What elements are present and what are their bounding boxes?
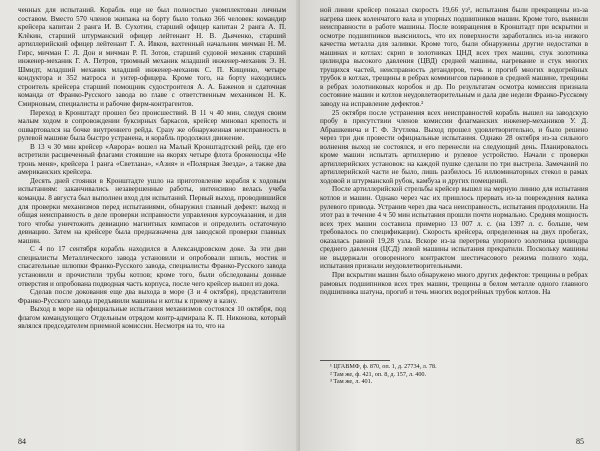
paragraph: После артиллерийской стрельбы крейсер вышел на мерную линию для испытания котлов и машин. Однако через час их пришлось прервать из-за повреждения валика рулевого привода. Устранив через два часа неисправность, испытания продолжили. На этот раз в течение 4 ч 50 мин испытания прошли почти нормально. Средняя мощность всех трех машин составила примерно 13 007 л. с. (на 1397 л. с. больше, чем требовалось по спецификации). Скорость крейсера, определенная на двух пробегах, оказалась равной 19,28 узла. Вскоре из-за перегрева упорного золотника цилиндра среднего давления (ЦСД) левой машины испытания прекратили. Поскольку машины не выдержали оговоренного контрактом шестичасового режима полного хода, испытания признали неудовлетворительными. — [320, 185, 588, 271]
left-page-text — [18, 6, 286, 414]
footnotes — [320, 363, 588, 386]
page-number-right: 85 — [576, 437, 584, 446]
right-page-text — [320, 6, 588, 356]
paragraph: Десять дней стоянки в Кронштадте ушло на приготовление корабля к ходовым испытаниям: заканчивались незавершенные работы, интенсивно велась учеба команды. 8 августа был выполнен вход для испытаний. Первый выход, проводившийся для проверки механизмов перед испытаниями, обнаружил главный дефект: выход и общая неисправность в деле проверки исправности управления курсоуказания, и для того чтобы уничтожить девиацию магнитных компасов и определить остаточную девиацию. Затем на крейсере была предназначена для заводской проверки главных машин. — [18, 176, 286, 245]
paragraph: Сделав после докования еще два выхода в море (3 и 4 октября), представители Франко-Русского завода предъявили машины и котлы к приему в казну. — [18, 288, 286, 305]
paragraph: ной линии крейсер показал скорость 19,66 уз¹, испытания были прекращены из-за нагрева шеек коленчатого вала и упорных подшипников машин. Кроме того, выявили неисправности в работе машины. После возвращения в Кронштадт при вскрытии и осмотре подшипников выяснилось, что их поверхности заработались из-за низкого качества металла для заливки. Кроме того, были обнаружены другие недостатки в машинах и котлах: скрип в золотниках ЦНД всех трех машин, стук золотника цилиндра высокого давления (ЦВД) средней машины, нагревание и стук многих трущихся частей, неисправность детандеров, течь и прогиб многих водогрейных трубок в котлах, трещины в ребрах коммингсов парников в средней машине, трещины в ребрах золотниковых коробок и др. По результатам осмотра комиссия признала состояние машин и котлов неудовлетворительным и дала две недели Франко-Русскому заводу на исправление дефектов.² — [320, 6, 588, 109]
paragraph: С 4 по 17 сентября корабль находился в Александровском доке. За эти дни специалисты Металлического завода установили и опробовали шпиль, мостик и спасательные шлюпки Франко-Русского завода, специалисты Франко-Русского завода установили и прочистили трубы котлов; кроме того, были обследованы донные отверстия и опробована подводная часть корпуса, после чего крейсер вышел из дока. — [18, 245, 286, 288]
footnote: ³ Там же, л. 401. — [330, 378, 373, 386]
paragraph: ченных для испытаний. Корабль еще не был полностью укомплектован личным составом. Вместо 570 членов экипажа на борту было только 366 человек: командир крейсера капитан 2 ранга И. В. Сухотин, старший офицер капитан 2 ранга А. П. Клёкин, старший штурманский офицер лейтенант Н. В. Дьяченко, старший артиллерийский офицер лейтенант Г. А. Ивков, вахтенный начальник мичман Н. М. Гирс, мичман Г. Л. Дон и мичман Р. П. Зотов, старший судовой механик старший инженер-механик Г. А. Петров, трюмный механик младший инженер-механик Э. Н. Шмидт, младший механик младший инженер-механик С. П. Кищенко, четыре кондуктора и 352 матроса и унтер-офицера. Кроме того, на борту находились строитель крейсера старший помощник судостроителя А. А. Баженов и сдаточная команда от Франко-Русского завода во главе с ответственным механиком Н. К. Смирновым, специалисты и рабочие фирм-контрагентов. — [18, 6, 286, 109]
paragraph: При вскрытии машин было обнаружено много других дефектов: трещины в ребрах рамовых подшипников всех трех машин, трещины в белом металле одного главного подшипника шатуна, прогиб и течь многих водогрейных трубок котлов. На — [320, 270, 588, 297]
paragraph: В 13 ч 30 мин крейсер «Аврора» вошел на Малый Кронштадтский рейд, где его встретили расцвеченный флагами стоявшие на якорях четыре флота броненосцы «Не тронь меня», крейсера 1 ранга «Светлана», «Азия» и «Полярная Звезда», а также два американских крейсера. — [18, 142, 286, 177]
paragraph: Выход в море на официальные испытания механизмов состоялся 10 октября, под флагом командующего Отдельным отрядом контр-адмирала К. П. Никонова, который являлся председателем приемной комиссии. Несмотря на то, что на — [18, 305, 286, 331]
page-number-left: 84 — [18, 437, 26, 446]
footnote: ² Там же, ф. 421, оп. 8, д. 157, л. 400. — [330, 370, 427, 378]
right-page — [300, 0, 600, 451]
footnote-divider — [320, 360, 390, 361]
footnote: ¹ ЦГАВМФ, ф. 870, оп. 1, д. 27734, л. 78. — [330, 363, 437, 370]
paragraph: 25 октября после устранения всех неисправностей корабль вышел на заводскую пробу в присутствии членов комиссии флагманских инженер-механиков У. Д. Абрашкевича и Г. Ф. Згутлева. Выход прошел удовлетворительно, и было решено через три дня провести официальные испытания. Однако 28 октября из-за сильного волнения выход не состоялся, и его перенесли на следующий день. Планировалось кроме машин испытать артиллерию и рулевое устройство. Начали с проверки артиллерийских установок: на каждой пушке сделали по три выстрела. Замечаний по артиллерийской части не было, лишь разбилось 16 иллюминаторных стекол в рамах ходовой и штурманской рубок, камбуза и других помещений. — [320, 108, 588, 185]
paragraph: Переход в Кронштадт прошел без происшествий. В 11 ч 40 мин, следуя своим малым ходом в сопровождении буксирных баркасов, крейсер миновал крепость и ошвартовался на бочке внутреннего рейда. Сразу же обнаруженная неисправность в рулевой машине была быстро устранена, и корабль продолжил движение. — [18, 108, 286, 143]
